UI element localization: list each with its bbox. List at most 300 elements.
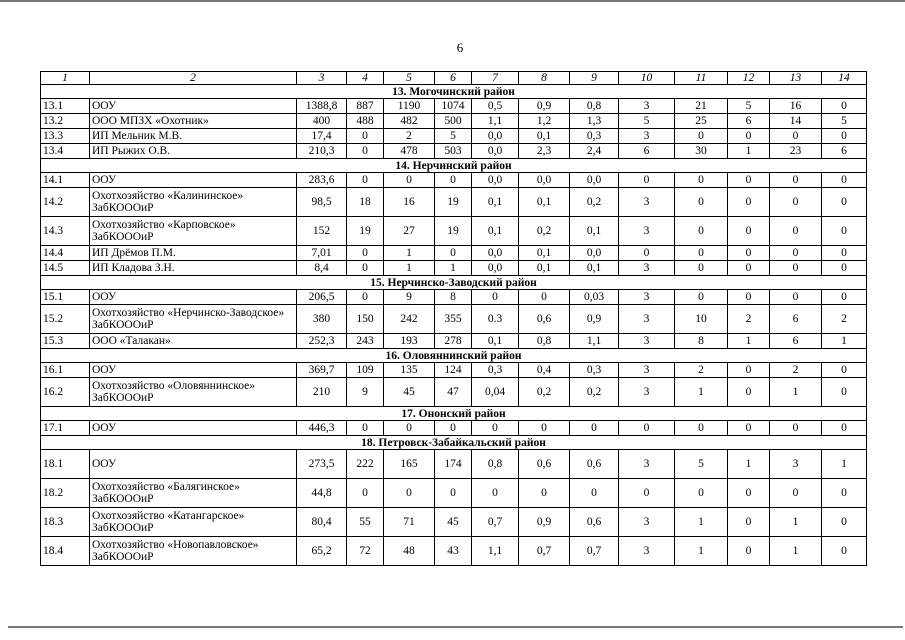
table-cell: 0	[675, 479, 728, 508]
table-cell: 44,8	[297, 479, 347, 508]
district-heading: 16. Оловяннинский район	[41, 349, 867, 363]
table-cell: 0	[728, 537, 770, 566]
row-number-cell: 14.1	[41, 173, 90, 188]
table-cell: 0,6	[519, 450, 570, 479]
table-cell: 278	[435, 334, 472, 349]
table-cell: 2,4	[570, 144, 619, 159]
table-cell: 0,6	[570, 450, 619, 479]
table-cell: 0,2	[519, 378, 570, 407]
table-cell: 0,9	[519, 508, 570, 537]
table-cell: 0	[619, 479, 675, 508]
table-cell: 3	[619, 99, 675, 114]
page-number: 6	[456, 40, 464, 55]
bottom-rule	[8, 626, 903, 628]
row-number-cell: 17.1	[41, 421, 90, 436]
table-cell: 0	[347, 129, 384, 144]
table-cell: 0	[770, 173, 822, 188]
table-cell: 6	[770, 305, 822, 334]
table-cell: 1	[822, 450, 867, 479]
table-cell: 0	[570, 479, 619, 508]
table-cell: 43	[435, 537, 472, 566]
table-cell: 0	[728, 173, 770, 188]
table-cell: 0	[822, 99, 867, 114]
table-cell: 72	[347, 537, 384, 566]
table-cell: 0,3	[472, 363, 519, 378]
table-cell: 400	[297, 114, 347, 129]
table-row	[41, 479, 867, 508]
table-cell: 0	[347, 173, 384, 188]
table-cell: 0	[619, 246, 675, 261]
table-cell: 1	[675, 378, 728, 407]
hunting-ground-name-cell: ИП Рыжих О.В.	[90, 144, 297, 159]
table-cell: 0,0	[570, 173, 619, 188]
table-cell: 0	[519, 290, 570, 305]
table-cell: 2	[822, 305, 867, 334]
table-cell: 488	[347, 114, 384, 129]
row-number-cell: 13.1	[41, 99, 90, 114]
table-cell: 0,8	[570, 99, 619, 114]
hunting-ground-name-cell: ООУ	[90, 363, 297, 378]
table-cell: 5	[728, 99, 770, 114]
table-cell: 0,1	[570, 261, 619, 276]
hunting-ground-name-cell: ООУ	[90, 290, 297, 305]
table-cell: 1	[675, 537, 728, 566]
table-cell: 0,1	[570, 217, 619, 246]
table-cell: 0	[728, 479, 770, 508]
table-cell: 1,3	[570, 114, 619, 129]
column-number-cell: 2	[90, 72, 297, 85]
table-cell: 152	[297, 217, 347, 246]
table-cell: 210,3	[297, 144, 347, 159]
table-cell: 9	[347, 378, 384, 407]
table-cell: 0	[822, 188, 867, 217]
table-cell: 109	[347, 363, 384, 378]
table-cell: 19	[435, 217, 472, 246]
column-number-cell: 12	[728, 72, 770, 85]
table-cell: 16	[770, 99, 822, 114]
table-cell: 1	[384, 261, 435, 276]
table-cell: 150	[347, 305, 384, 334]
table-cell: 14	[770, 114, 822, 129]
table-cell: 0,1	[472, 217, 519, 246]
table-cell: 3	[619, 305, 675, 334]
hunting-ground-name-cell: ООО «Талакан»	[90, 334, 297, 349]
column-number-cell: 3	[297, 72, 347, 85]
table-cell: 71	[384, 508, 435, 537]
table-cell: 5	[822, 114, 867, 129]
table-cell: 165	[384, 450, 435, 479]
table-cell: 887	[347, 99, 384, 114]
table-cell: 0	[770, 261, 822, 276]
table-cell: 0	[770, 246, 822, 261]
table-row	[41, 217, 867, 246]
table-cell: 8	[675, 334, 728, 349]
table-cell: 30	[675, 144, 728, 159]
column-number-cell: 11	[675, 72, 728, 85]
table-cell: 3	[619, 261, 675, 276]
table-cell: 2,3	[519, 144, 570, 159]
table-cell: 0,04	[472, 378, 519, 407]
table-cell: 6	[770, 334, 822, 349]
hunting-ground-name-cell: Охотхозяйство «Нерчинско-Заводское» ЗабКОООиР	[90, 305, 297, 334]
table-cell: 19	[435, 188, 472, 217]
table-cell: 5	[619, 114, 675, 129]
column-number-cell: 6	[435, 72, 472, 85]
table-cell: 0	[770, 129, 822, 144]
table-row	[41, 246, 867, 261]
table-cell: 0	[728, 129, 770, 144]
table-cell: 0	[675, 173, 728, 188]
table-cell: 0	[822, 261, 867, 276]
row-number-cell: 16.1	[41, 363, 90, 378]
hunting-ground-name-cell: ООУ	[90, 173, 297, 188]
table-cell: 0,03	[570, 290, 619, 305]
district-heading-row	[41, 159, 867, 173]
table-body	[41, 72, 867, 566]
table-row	[41, 334, 867, 349]
table-cell: 3	[619, 217, 675, 246]
table-cell: 0,3	[570, 363, 619, 378]
hunting-ground-name-cell: Охотхозяйство «Калининское» ЗабКОООиР	[90, 188, 297, 217]
table-cell: 0	[822, 378, 867, 407]
table-cell: 0,0	[472, 144, 519, 159]
row-number-cell: 18.2	[41, 479, 90, 508]
table-cell: 0,0	[570, 246, 619, 261]
table-cell: 0	[347, 144, 384, 159]
row-number-cell: 15.2	[41, 305, 90, 334]
table-cell: 55	[347, 508, 384, 537]
table-row	[41, 173, 867, 188]
table-cell: 0	[570, 421, 619, 436]
hunting-ground-name-cell: ИП Кладова З.Н.	[90, 261, 297, 276]
column-number-cell: 13	[770, 72, 822, 85]
table-cell: 478	[384, 144, 435, 159]
hunting-ground-name-cell: Охотхозяйство «Карповское» ЗабКОООиР	[90, 217, 297, 246]
table-row	[41, 290, 867, 305]
district-heading-row	[41, 436, 867, 450]
table-cell: 8	[435, 290, 472, 305]
table-cell: 222	[347, 450, 384, 479]
table-cell: 0,9	[519, 99, 570, 114]
table-cell: 5	[435, 129, 472, 144]
table-cell: 0,1	[472, 334, 519, 349]
district-heading: 13. Могочинский район	[41, 85, 867, 99]
table-cell: 0	[728, 290, 770, 305]
table-cell: 0	[728, 188, 770, 217]
district-heading-row	[41, 407, 867, 421]
table-cell: 242	[384, 305, 435, 334]
column-number-cell: 1	[41, 72, 90, 85]
table-row	[41, 508, 867, 537]
table-cell: 16	[384, 188, 435, 217]
row-number-cell: 16.2	[41, 378, 90, 407]
table-cell: 45	[384, 378, 435, 407]
table-cell: 0,9	[570, 305, 619, 334]
table-cell: 355	[435, 305, 472, 334]
table-cell: 0	[822, 173, 867, 188]
table-cell: 1388,8	[297, 99, 347, 114]
table-cell: 380	[297, 305, 347, 334]
table-row	[41, 421, 867, 436]
hunting-ground-name-cell: ООО МПЗХ «Охотник»	[90, 114, 297, 129]
district-heading: 17. Ононский район	[41, 407, 867, 421]
table-cell: 1074	[435, 99, 472, 114]
table-cell: 0.3	[472, 305, 519, 334]
table-cell: 0	[822, 129, 867, 144]
table-cell: 48	[384, 537, 435, 566]
district-heading-row	[41, 85, 867, 99]
table-cell: 0,2	[519, 217, 570, 246]
row-number-cell: 18.4	[41, 537, 90, 566]
table-cell: 0	[728, 246, 770, 261]
table-cell: 65,2	[297, 537, 347, 566]
district-heading: 18. Петровск-Забайкальский район	[41, 436, 867, 450]
table-cell: 2	[770, 363, 822, 378]
column-number-cell: 7	[472, 72, 519, 85]
table-cell: 0,1	[519, 246, 570, 261]
table-cell: 503	[435, 144, 472, 159]
table-cell: 1,1	[472, 114, 519, 129]
table-cell: 7,01	[297, 246, 347, 261]
district-heading-row	[41, 349, 867, 363]
table-cell: 0	[347, 479, 384, 508]
table-cell: 2	[675, 363, 728, 378]
table-cell: 0	[822, 537, 867, 566]
table-cell: 0,7	[472, 508, 519, 537]
table-cell: 0,7	[519, 537, 570, 566]
top-rule	[0, 0, 905, 2]
hunting-ground-name-cell: ООУ	[90, 99, 297, 114]
table-cell: 0,2	[570, 188, 619, 217]
table-cell: 0	[435, 173, 472, 188]
table-cell: 0,5	[472, 99, 519, 114]
table-cell: 0	[675, 129, 728, 144]
table-cell: 17,4	[297, 129, 347, 144]
table-cell: 0,2	[570, 378, 619, 407]
table-cell: 0	[435, 246, 472, 261]
table-cell: 0,8	[519, 334, 570, 349]
table-cell: 1	[822, 334, 867, 349]
table-cell: 0	[770, 290, 822, 305]
table-cell: 3	[619, 450, 675, 479]
table-cell: 3	[770, 450, 822, 479]
table-cell: 18	[347, 188, 384, 217]
column-number-cell: 4	[347, 72, 384, 85]
table-cell: 0	[675, 290, 728, 305]
table-cell: 243	[347, 334, 384, 349]
hunting-ground-name-cell: ИП Мельник М.В.	[90, 129, 297, 144]
table-cell: 0,1	[519, 129, 570, 144]
table-row	[41, 114, 867, 129]
row-number-cell: 14.5	[41, 261, 90, 276]
hunting-ground-name-cell: ООУ	[90, 421, 297, 436]
table-cell: 0	[347, 421, 384, 436]
table-cell: 0,6	[570, 508, 619, 537]
table-row	[41, 363, 867, 378]
table-cell: 1	[728, 334, 770, 349]
table-cell: 0	[472, 290, 519, 305]
column-number-cell: 10	[619, 72, 675, 85]
table-cell: 0	[675, 188, 728, 217]
table-cell: 0	[519, 421, 570, 436]
table-cell: 0	[770, 188, 822, 217]
table-cell: 0	[519, 479, 570, 508]
table-cell: 21	[675, 99, 728, 114]
table-cell: 3	[619, 188, 675, 217]
table-row	[41, 378, 867, 407]
table-row	[41, 450, 867, 479]
table-cell: 1,1	[472, 537, 519, 566]
table-cell: 0,3	[570, 129, 619, 144]
table-cell: 0	[675, 217, 728, 246]
table-cell: 0	[675, 421, 728, 436]
table-cell: 0	[435, 479, 472, 508]
district-heading-row	[41, 276, 867, 290]
table-cell: 0	[347, 290, 384, 305]
table-cell: 0	[347, 261, 384, 276]
table-cell: 0	[347, 246, 384, 261]
table-cell: 6	[728, 114, 770, 129]
row-number-cell: 13.4	[41, 144, 90, 159]
table-cell: 0,0	[472, 129, 519, 144]
table-cell: 124	[435, 363, 472, 378]
table-cell: 0,6	[519, 305, 570, 334]
table-cell: 273,5	[297, 450, 347, 479]
row-number-cell: 13.2	[41, 114, 90, 129]
table-cell: 0	[675, 261, 728, 276]
table-cell: 446,3	[297, 421, 347, 436]
table-cell: 0	[675, 246, 728, 261]
table-cell: 0	[822, 479, 867, 508]
table-cell: 0	[472, 479, 519, 508]
table-cell: 0,0	[472, 246, 519, 261]
table-cell: 0	[728, 421, 770, 436]
table-cell: 3	[619, 129, 675, 144]
table-cell: 1	[435, 261, 472, 276]
table-row	[41, 188, 867, 217]
table-cell: 369,7	[297, 363, 347, 378]
table-cell: 210	[297, 378, 347, 407]
table-cell: 3	[619, 508, 675, 537]
table-cell: 0,0	[472, 261, 519, 276]
table-cell: 193	[384, 334, 435, 349]
table-cell: 3	[619, 378, 675, 407]
table-cell: 135	[384, 363, 435, 378]
table-cell: 3	[619, 537, 675, 566]
table-cell: 0	[619, 421, 675, 436]
row-number-cell: 15.3	[41, 334, 90, 349]
table-row	[41, 261, 867, 276]
table-cell: 5	[675, 450, 728, 479]
table-cell: 0	[822, 508, 867, 537]
table-cell: 252,3	[297, 334, 347, 349]
table-cell: 6	[619, 144, 675, 159]
table-cell: 1	[770, 537, 822, 566]
table-row	[41, 537, 867, 566]
row-number-cell: 14.4	[41, 246, 90, 261]
table-cell: 0	[435, 421, 472, 436]
hunting-ground-name-cell: Охотхозяйство «Катангарское» ЗабКОООиР	[90, 508, 297, 537]
table-cell: 482	[384, 114, 435, 129]
table-cell: 0	[728, 217, 770, 246]
table-cell: 1,2	[519, 114, 570, 129]
row-number-cell: 13.3	[41, 129, 90, 144]
table-cell: 283,6	[297, 173, 347, 188]
table-row	[41, 129, 867, 144]
table-cell: 0	[822, 363, 867, 378]
table-cell: 3	[619, 334, 675, 349]
table-cell: 1190	[384, 99, 435, 114]
table-cell: 0,0	[472, 173, 519, 188]
table-cell: 0	[822, 246, 867, 261]
table-cell: 0	[619, 173, 675, 188]
column-number-row	[41, 72, 867, 85]
table-cell: 500	[435, 114, 472, 129]
table-cell: 2	[384, 129, 435, 144]
table-cell: 0	[384, 479, 435, 508]
column-number-cell: 14	[822, 72, 867, 85]
table-cell: 98,5	[297, 188, 347, 217]
row-number-cell: 14.2	[41, 188, 90, 217]
table-cell: 0,0	[519, 173, 570, 188]
table-cell: 1	[770, 378, 822, 407]
data-table	[40, 71, 867, 566]
table-cell: 0	[770, 421, 822, 436]
hunting-ground-name-cell: Охотхозяйство «Балягинское» ЗабКОООиР	[90, 479, 297, 508]
table-cell: 1,1	[570, 334, 619, 349]
table-cell: 3	[619, 363, 675, 378]
table-cell: 6	[822, 144, 867, 159]
table-cell: 19	[347, 217, 384, 246]
column-number-cell: 9	[570, 72, 619, 85]
table-cell: 1	[770, 508, 822, 537]
table-cell: 0	[822, 421, 867, 436]
table-cell: 1	[384, 246, 435, 261]
table-cell: 27	[384, 217, 435, 246]
table-cell: 1	[728, 450, 770, 479]
table-cell: 0	[384, 173, 435, 188]
table-cell: 0	[728, 378, 770, 407]
hunting-ground-name-cell: Охотхозяйство «Новопавловское» ЗабКОООиР	[90, 537, 297, 566]
table-cell: 2	[728, 305, 770, 334]
table-cell: 10	[675, 305, 728, 334]
table-cell: 0	[770, 217, 822, 246]
table-cell: 9	[384, 290, 435, 305]
hunting-ground-name-cell: ИП Дрёмов П.М.	[90, 246, 297, 261]
table-row	[41, 99, 867, 114]
table-cell: 0	[728, 261, 770, 276]
column-number-cell: 8	[519, 72, 570, 85]
table-cell: 0	[822, 217, 867, 246]
table-cell: 174	[435, 450, 472, 479]
hunting-ground-name-cell: ООУ	[90, 450, 297, 479]
table-cell: 0,8	[472, 450, 519, 479]
table-cell: 0	[472, 421, 519, 436]
district-heading: 14. Нерчинский район	[41, 159, 867, 173]
table-cell: 47	[435, 378, 472, 407]
row-number-cell: 18.3	[41, 508, 90, 537]
hunting-ground-name-cell: Охотхозяйство «Оловяннинское» ЗабКОООиР	[90, 378, 297, 407]
table-cell: 0,1	[472, 188, 519, 217]
table-cell: 23	[770, 144, 822, 159]
table-cell: 0	[728, 508, 770, 537]
table-cell: 0	[384, 421, 435, 436]
table-row	[41, 305, 867, 334]
row-number-cell: 18.1	[41, 450, 90, 479]
table-cell: 0,1	[519, 188, 570, 217]
table-row	[41, 144, 867, 159]
table-cell: 8,4	[297, 261, 347, 276]
